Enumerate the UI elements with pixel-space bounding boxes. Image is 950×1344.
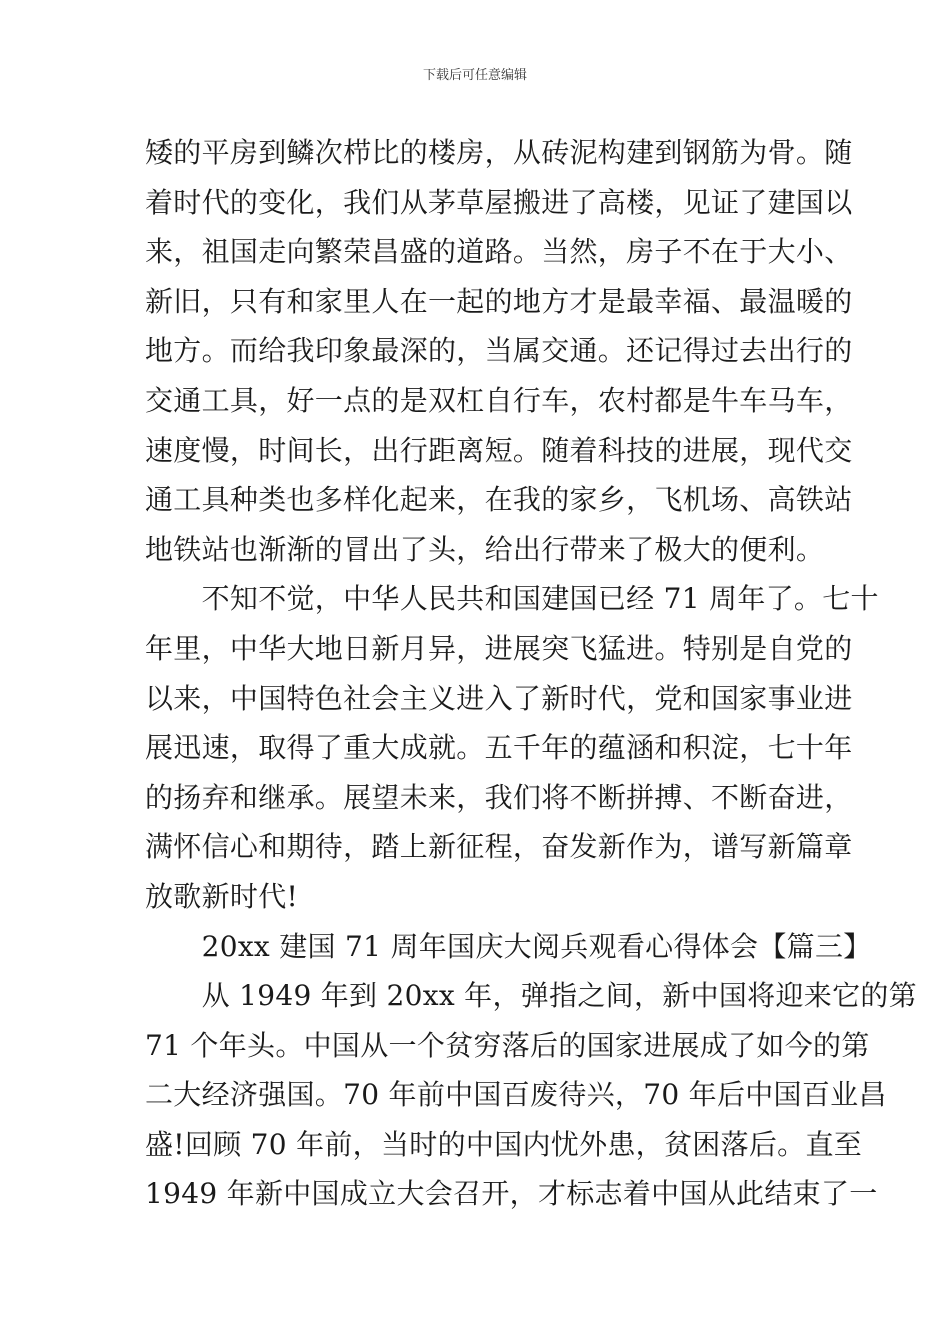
text-line: 地铁站也渐渐的冒出了头，给出行带来了极大的便利。 (145, 532, 825, 566)
text-line: 满怀信心和期待，踏上新征程，奋发新作为，谱写新篇章 (145, 830, 853, 864)
text-line: 以来，中国特色社会主义进入了新时代，党和国家事业进 (145, 681, 853, 715)
text-line: 地方。而给我印象最深的，当属交通。还记得过去出行的 (145, 334, 853, 368)
text-line: 新旧，只有和家里人在一起的地方才是最幸福、最温暖的 (145, 284, 853, 318)
page-header: 下载后可任意编辑 (422, 68, 527, 83)
text-line: 放歌新时代! (145, 879, 299, 913)
text-line: 1949 年新中国成立大会召开，才标志着中国从此结束了一 (145, 1177, 878, 1211)
text-line: 二大经济强国。70 年前中国百废待兴，70 年后中国百业昌 (145, 1078, 887, 1112)
text-line: 着时代的变化，我们从茅草屋搬进了高楼，见证了建国以 (145, 185, 853, 219)
text-line: 71 个年头。中国从一个贫穷落后的国家进展成了如今的第 (145, 1028, 870, 1062)
text-line: 速度慢，时间长，出行距离短。随着科技的进展，现代交 (145, 433, 853, 467)
section-heading: 20xx 建国 71 周年国庆大阅兵观看心得体会【篇三】 (145, 929, 872, 963)
paragraph-start-line: 从 1949 年到 20xx 年，弹指之间，新中国将迎来它的第 (145, 979, 917, 1013)
text-line: 矮的平房到鳞次栉比的楼房，从砖泥构建到钢筋为骨。随 (145, 136, 853, 169)
document-body (145, 128, 917, 1219)
text-line: 通工具种类也多样化起来，在我的家乡，飞机场、高铁站 (145, 483, 853, 517)
text-line: 来，祖国走向繁荣昌盛的道路。当然，房子不在于大小、 (145, 235, 853, 269)
text-line: 的扬弃和继承。展望未来，我们将不断拼搏、不断奋进， (145, 780, 853, 814)
text-line: 盛!回顾 70 年前，当时的中国内忧外患，贫困落后。直至 (145, 1127, 863, 1161)
text-line: 交通工具，好一点的是双杠自行车，农村都是牛车马车， (145, 383, 853, 417)
text-line: 展迅速，取得了重大成就。五千年的蕴涵和积淀，七十年 (145, 731, 853, 765)
paragraph-start-line: 不知不觉，中华人民共和国建国已经 71 周年了。七十 (145, 582, 879, 616)
text-line: 年里，中华大地日新月异，进展突飞猛进。特别是自党的 (145, 631, 853, 665)
